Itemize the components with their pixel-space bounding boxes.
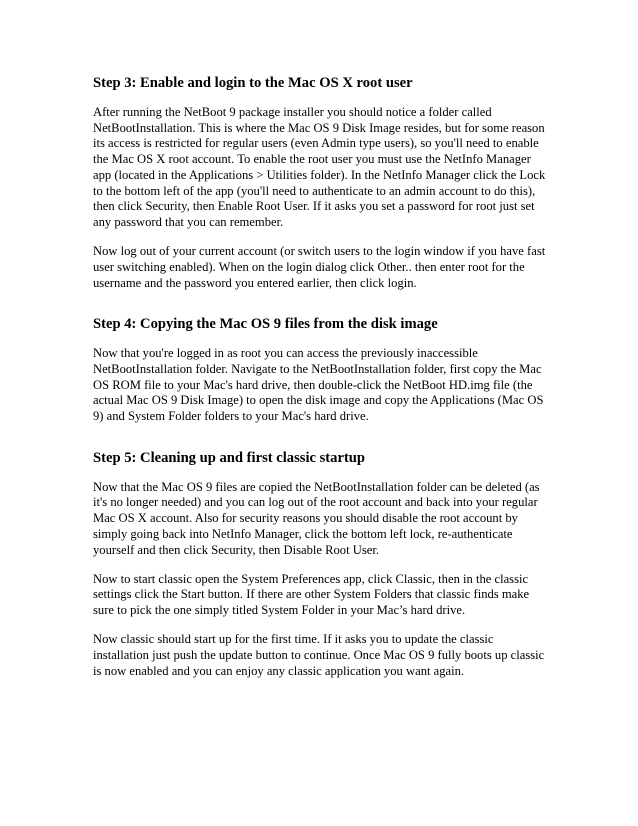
text-line: it's no longer needed) and you can log out of the root account and back into your regular xyxy=(93,495,538,510)
paragraph xyxy=(93,572,563,619)
text-line: Now that the Mac OS 9 files are copied the NetBootInstallation folder can be deleted (as xyxy=(93,479,540,494)
section-step-3 xyxy=(93,74,563,291)
text-line: is now enabled and you can enjoy any classic application you want again. xyxy=(93,663,465,678)
text-line: 9) and System Folder folders to your Mac's hard drive. xyxy=(93,409,369,424)
paragraph xyxy=(93,480,563,559)
section-heading: Step 3: Enable and login to the Mac OS X root user xyxy=(93,75,413,91)
text-line: actual Mac OS 9 Disk Image) to open the disk image and copy the Applications (Mac OS xyxy=(93,393,544,408)
text-line: Now log out of your current account (or switch users to the login window if you have fast xyxy=(93,244,546,259)
text-line: username and the password you entered earlier, then click login. xyxy=(93,275,417,290)
text-line: NetBootInstallation folder. Navigate to the NetBootInstallation folder, first copy the Mac xyxy=(93,361,542,376)
text-line: sure to pick the one simply titled System Folder in your Mac’s hard drive. xyxy=(93,603,466,618)
text-line: to the bottom left of the app (you'll need to authenticate to an admin account to do this), xyxy=(93,183,536,198)
text-line: OS ROM file to your Mac's hard drive, then double-click the NetBoot HD.img file (the xyxy=(93,377,533,392)
paragraph xyxy=(93,346,563,425)
section-heading: Step 4: Copying the Mac OS 9 files from the disk image xyxy=(93,316,438,333)
section-step-5 xyxy=(93,449,563,680)
text-line: After running the NetBoot 9 package installer you should notice a folder called xyxy=(93,105,492,119)
text-line: installation just push the update button to continue. Once Mac OS 9 fully boots up classic xyxy=(93,648,545,663)
paragraph xyxy=(93,244,563,291)
text-line: NetBootInstallation. This is where the Mac OS 9 Disk Image resides, but for some reason xyxy=(93,120,545,135)
text-line: Mac OS X account. Also for security reasons you should disable the root account by xyxy=(93,511,518,526)
text-line: Now classic should start up for the first time. If it asks you to update the classic xyxy=(93,632,494,647)
text-line: then click Security, then Enable Root User. If it asks you set a password for root just set xyxy=(93,199,535,214)
text-line: user switching enabled). When on the login dialog click Other.. then enter root for the xyxy=(93,259,525,274)
text-line: its access is restricted for regular users (even Admin type users), so you'll need to enable xyxy=(93,136,539,151)
text-line: Now that you're logged in as root you can access the previously inaccessible xyxy=(93,346,478,361)
paragraph xyxy=(93,632,563,679)
section-step-4 xyxy=(93,315,563,425)
text-line: Now to start classic open the System Preferences app, click Classic, then in the classic xyxy=(93,571,529,586)
text-line: app (located in the Applications > Utilities folder). In the NetInfo Manager click the Lock xyxy=(93,167,546,182)
text-line: yourself and then click Security, then Disable Root User. xyxy=(93,542,379,557)
text-line: any password that you can remember. xyxy=(93,214,284,229)
text-line: the Mac OS X root account. To enable the root user you must use the NetInfo Manager xyxy=(93,152,531,167)
text-line: settings click the Start button. If there are other System Folders that classic finds make xyxy=(93,587,530,602)
document-body xyxy=(93,74,563,693)
text-line: simply going back into NetInfo Manager, click the bottom left lock, re-authenticate xyxy=(93,526,513,541)
section-heading: Step 5: Cleaning up and first classic startup xyxy=(93,449,366,466)
paragraph xyxy=(93,105,563,231)
